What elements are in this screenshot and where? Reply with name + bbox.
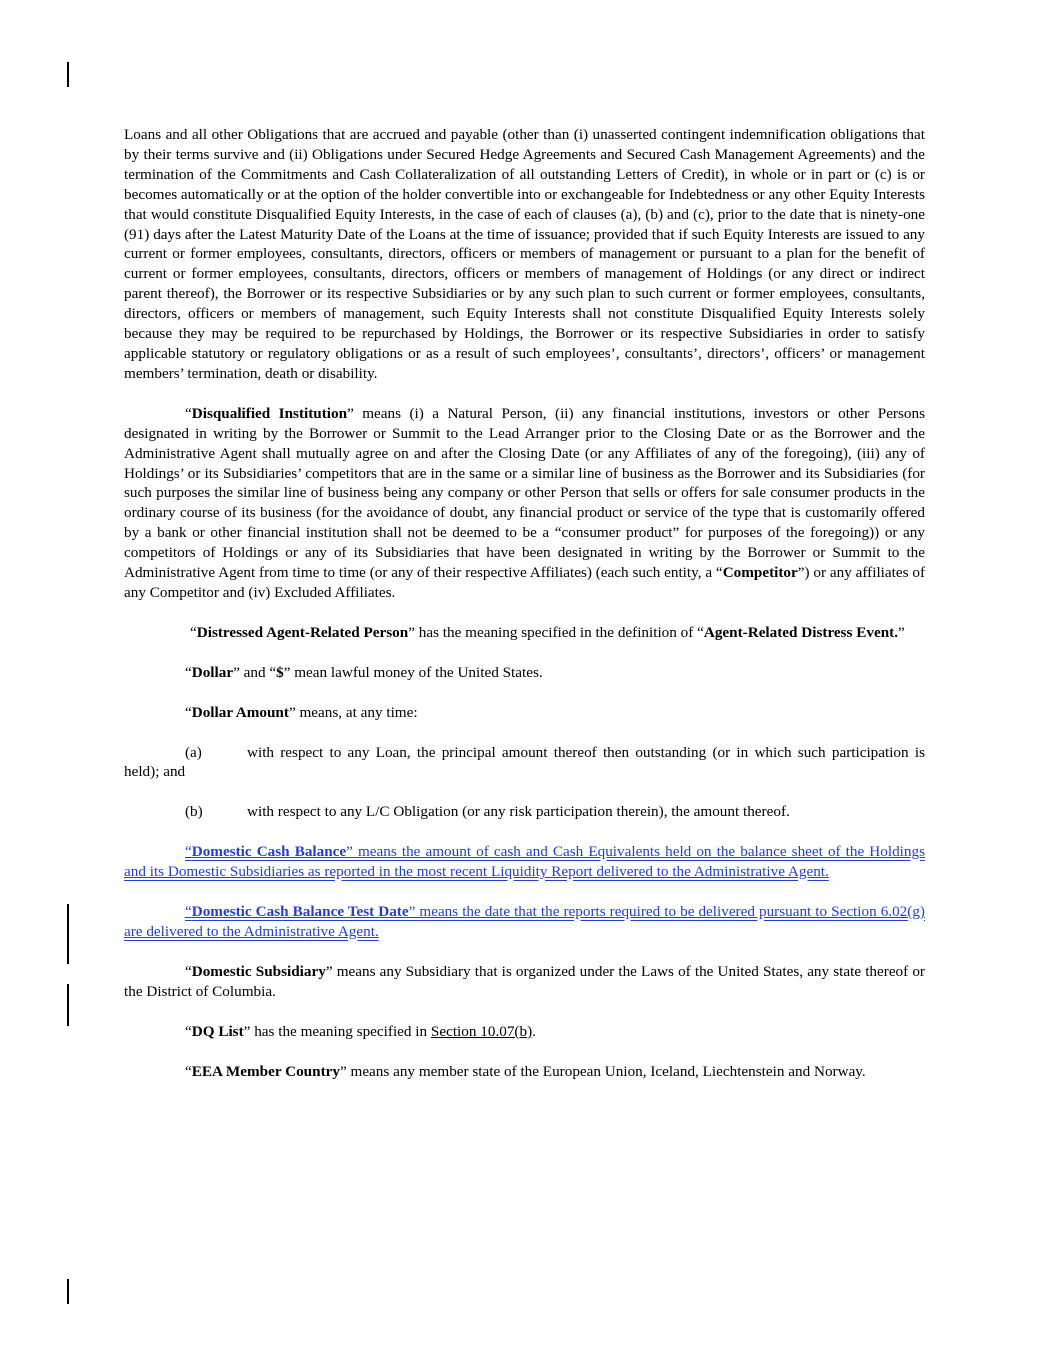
change-bar-domestic-cash-balance-test-date [67,984,69,1026]
item-a-text: with respect to any Loan, the principal amount thereof then outstanding (or in which such participation is held); and [124,743,925,781]
term-dollar: Dollar [191,663,234,681]
definition-domestic-cash-balance: “Domestic Cash Balance” means the amount of cash and Cash Equivalents held on the balance sheet of the Holdings and its Domestic Subsidiaries as reported in the most recent Liquidity Report delivered to the Administrative Agent. [124,843,925,881]
item-b-text: with respect to any L/C Obligation (or any risk participation therein), the amount thereof. [247,803,790,821]
change-bar-top [67,62,69,87]
term-distressed-agent-related-person: Distressed Agent-Related Person [196,623,409,641]
item-b-label: (b) [185,803,203,821]
definition-dq-list: “DQ List” has the meaning specified in Section 10.07(b). [185,1022,536,1040]
section-reference-link[interactable]: Section 10.07(b) [430,1022,533,1040]
term-disqualified-institution: Disqualified Institution [191,404,348,422]
term-competitor: Competitor [722,564,798,582]
definition-domestic-cash-balance-test-date: “Domestic Cash Balance Test Date” means the date that the reports required to be delivered pursuant to Section 6.02(g) are delivered to the Administrative Agent. [124,903,925,940]
item-a-label: (a) [185,743,202,761]
definition-disqualified-institution: “Disqualified Institution” means (i) a Natural Person, (ii) any financial institutions, investors or other Persons designated in writing by the Borrower or Summit to the Lead Arranger prior to the Closing Date or as the Borrower and the Administrative Agent shall mutually agree on and after the Closing Date (or any Affiliates of any of the foregoing), (iii) any of Holdings’ or its Subsidiaries’ competitors that are in the same or a similar line of business as the Borrower and its Subsidiaries (for such purposes the similar line of business being any company or other Person that sells or offers for sale consumer products in the ordinary course of its business (for the avoidance of doubt, any financial product or service of the type that is customarily offered by a bank or other financial institution shall not be deemed to be a “consumer product” for purposes of the foregoing)) or any competitors of Holdings or any of its Subsidiaries that have been designated in writing by the Borrower or Summit to the Administrative Agent from time to time (or any of their respective Affiliates) (each such entity, a “Competitor”) or any affiliates of any Competitor and (iv) Excluded Affiliates. [124,404,926,601]
definition-domestic-subsidiary: “Domestic Subsidiary” means any Subsidiary that is organized under the Laws of the United States, any state thereof or the District of Columbia. [124,962,925,1000]
definition-dollar: “Dollar” and “$” mean lawful money of the United States. [185,663,543,681]
term-domestic-cash-balance: Domestic Cash Balance [191,843,347,861]
term-domestic-subsidiary: Domestic Subsidiary [191,962,326,980]
term-agent-related-distress-event: Agent-Related Distress Event. [703,623,899,641]
definition-eea-member-country: “EEA Member Country” means any member state of the European Union, Iceland, Liechtenstein and Norway. [185,1062,866,1080]
paragraph-disqualified-equity-continuation: Loans and all other Obligations that are accrued and payable (other than (i) unasserted contingent indemnification obligations that by their terms survive and (ii) Obligations under Secured Hedge Agreements and Secured Cash Management Agreements) and the termination of the Commitments and Cash Collateralization of all outstanding Letters of Credit), in whole or in part or (c) is or becomes automatically or at the option of the holder convertible into or exchangeable for Indebtedness or any other Equity Interests that would constitute Disqualified Equity Interests, in the case of each of clauses (a), (b) and (c), prior to the date that is ninety-one (91) days after the Latest Maturity Date of the Loans at the time of issuance; provided that if such Equity Interests are issued to any current or former employees, consultants, directors, officers or members of management or pursuant to a plan for the benefit of current or former employees, consultants, directors, officers or members of management of Holdings (or any direct or indirect parent thereof), the Borrower or its respective Subsidiaries or by any such plan to such current or former employees, consultants, directors, officers or members of management, such Equity Interests shall not constitute Disqualified Equity Interests solely because they may be required to be repurchased by Holdings, the Borrower or its respective Subsidiaries in order to satisfy applicable statutory or regulatory obligations or as a result of such employees’, consultants’, directors’, officers’ or management members’ termination, death or disability. [124,126,925,382]
term-dollar-amount: Dollar Amount [191,703,289,721]
definition-dollar-amount: “Dollar Amount” means, at any time: [185,703,418,721]
list-item-a [124,743,925,783]
term-domestic-cash-balance-test-date: Domestic Cash Balance Test Date [191,903,409,921]
term-dollar-sign: $ [276,663,284,681]
change-bar-bottom [67,1279,69,1304]
term-dq-list: DQ List [191,1022,244,1040]
document-page [124,125,925,1102]
definition-distressed-agent-related-person: “Distressed Agent-Related Person” has the meaning specified in the definition of “Agent-Related Distress Event.” [190,623,905,641]
list-item-b [124,802,925,822]
term-eea-member-country: EEA Member Country [191,1062,340,1080]
change-bar-domestic-cash-balance [67,904,69,964]
